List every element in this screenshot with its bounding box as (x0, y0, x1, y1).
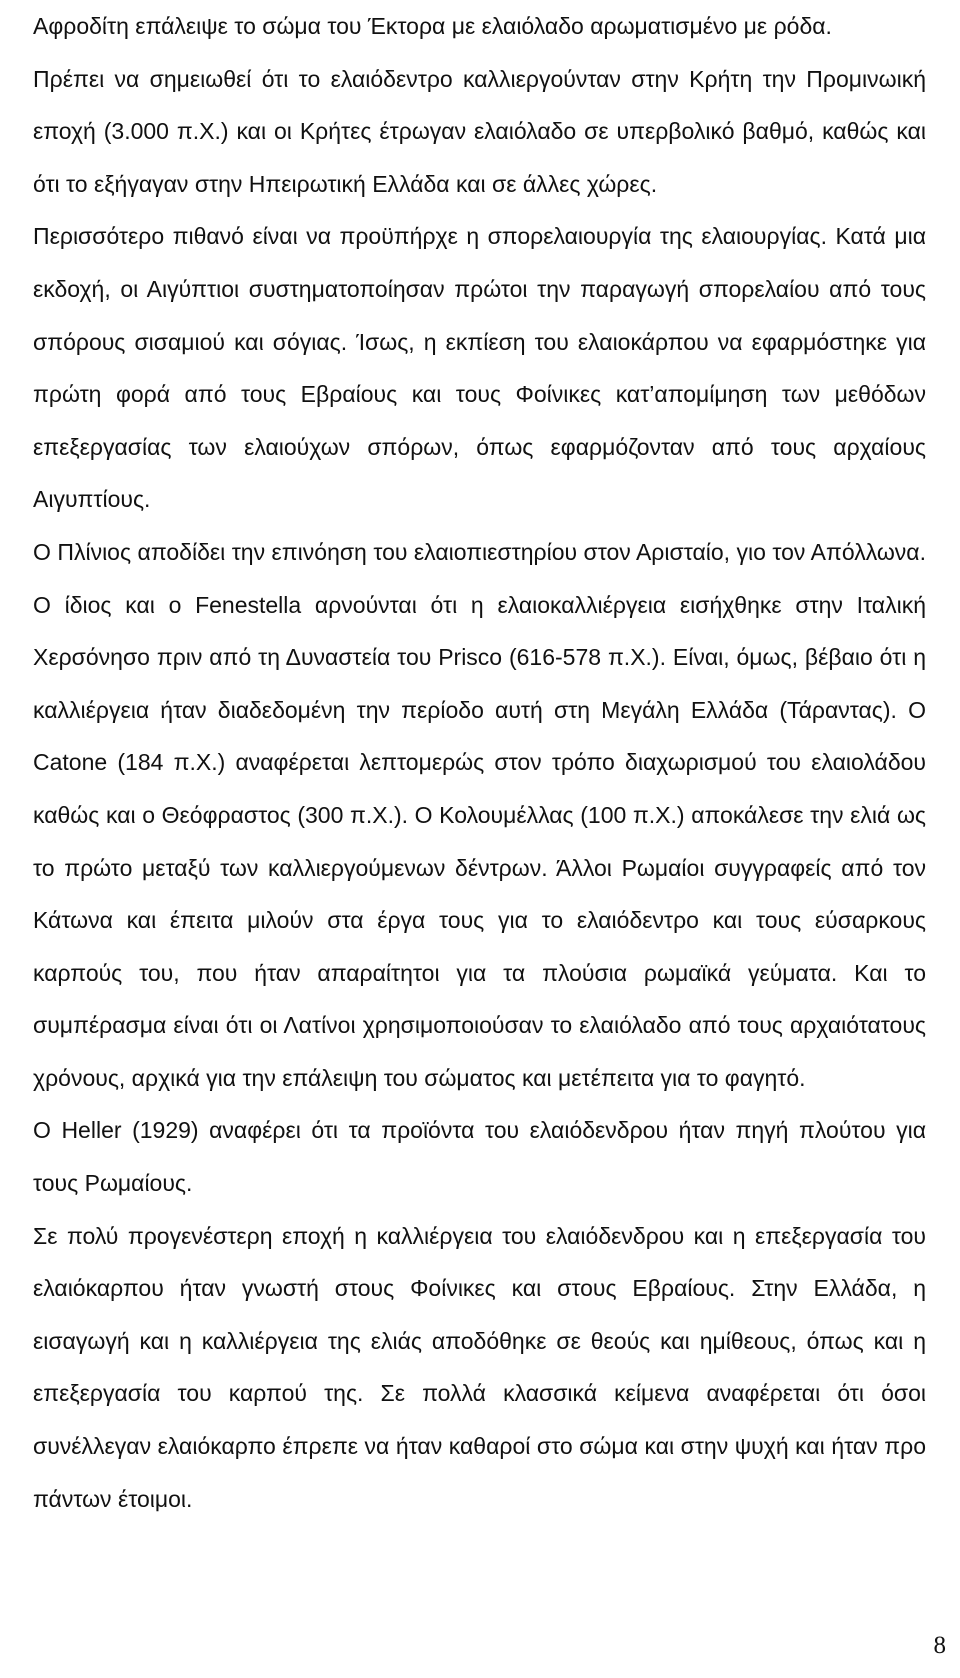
paragraph: Αφροδίτη επάλειψε το σώμα του Έκτορα με ελαιόλαδο αρωματισμένο με ρόδα. (33, 13, 832, 39)
paragraph: Ο Heller (1929) αναφέρει ότι τα προϊόντα του ελαιόδενδρου ήταν πηγή πλούτου για τους Ρωμαίους. (33, 1117, 926, 1197)
paragraph: Ο Πλίνιος αποδίδει την επινόηση του ελαιοπιεστηρίου στον Αρισταίο, γιο τον Απόλλωνα. Ο ίδιος και ο Fenestella αρνούνται ότι η ελαιοκαλλιέργεια εισήχθηκε στην Ιταλική Χερσόνησο πριν από τη Δυναστεία του Prisco (616-578 π.Χ.). Είναι, όμως, βέβαιο ότι η καλλιέργεια ήταν διαδεδομένη την περίοδο αυτή στη Μεγάλη Ελλάδα (Τάραντας). Ο Catone (184 π.Χ.) αναφέρεται λεπτομερώς στον τρόπο διαχωρισμού του ελαιολάδου καθώς και ο Θεόφραστος (300 π.Χ.). Ο Κολουμέλλας (100 π.Χ.) αποκάλεσε την ελιά ως το πρώτο μεταξύ των καλλιεργούμενων δέντρων. Άλλοι Ρωμαίοι συγγραφείς από τον Κάτωνα και έπειτα μιλούν στα έργα τους για το ελαιόδεντρο και τους εύσαρκους καρπούς του, που ήταν απαραίτητοι για τα πλούσια ρωμαϊκά γεύματα. Και το συμπέρασμα είναι ότι οι Λατίνοι χρησιμοποιούσαν το ελαιόλαδο από τους αρχαιότατους χρόνους, αρχικά για την επάλειψη του σώματος και μετέπειτα για το φαγητό. (33, 538, 926, 1091)
page-number: 8 (933, 1632, 946, 1659)
paragraph: Περισσότερο πιθανό είναι να προϋπήρχε η σπορελαιουργία της ελαιουργίας. Κατά μια εκδοχή, οι Αιγύπτιοι συστηματοποίησαν πρώτοι την παραγωγή σπορελαίου από τους σπόρους σισαμιού και σόγιας. Ίσως, η εκπίεση του ελαιοκάρπου να εφαρμόστηκε για πρώτη φορά από τους Εβραίους και τους Φοίνικες κατ’απομίμηση των μεθόδων επεξεργασίας των ελαιούχων σπόρων, όπως εφαρμόζονταν από τους αρχαίους Αιγυπτίους. (33, 223, 926, 513)
document-body (33, 0, 926, 1525)
paragraph: Πρέπει να σημειωθεί ότι το ελαιόδεντρο καλλιεργούνταν στην Κρήτη την Προμινωική εποχή (3.000 π.Χ.) και οι Κρήτες έτρωγαν ελαιόλαδο σε υπερβολικό βαθμό, καθώς και ότι το εξήγαγαν στην Ηπειρωτική Ελλάδα και σε άλλες χώρες. (33, 65, 926, 197)
paragraph: Σε πολύ προγενέστερη εποχή η καλλιέργεια του ελαιόδενδρου και η επεξεργασία του ελαιόκαρπου ήταν γνωστή στους Φοίνικες και στους Εβραίους. Στην Ελλάδα, η εισαγωγή και η καλλιέργεια της ελιάς αποδόθηκε σε θεούς και ημίθεους, όπως και η επεξεργασία του καρπού της. Σε πολλά κλασσικά κείμενα αναφέρεται ότι όσοι συνέλλεγαν ελαιόκαρπο έπρεπε να ήταν καθαροί στο σώμα και στην ψυχή και ήταν προ πάντων έτοιμοι. (33, 1222, 926, 1512)
